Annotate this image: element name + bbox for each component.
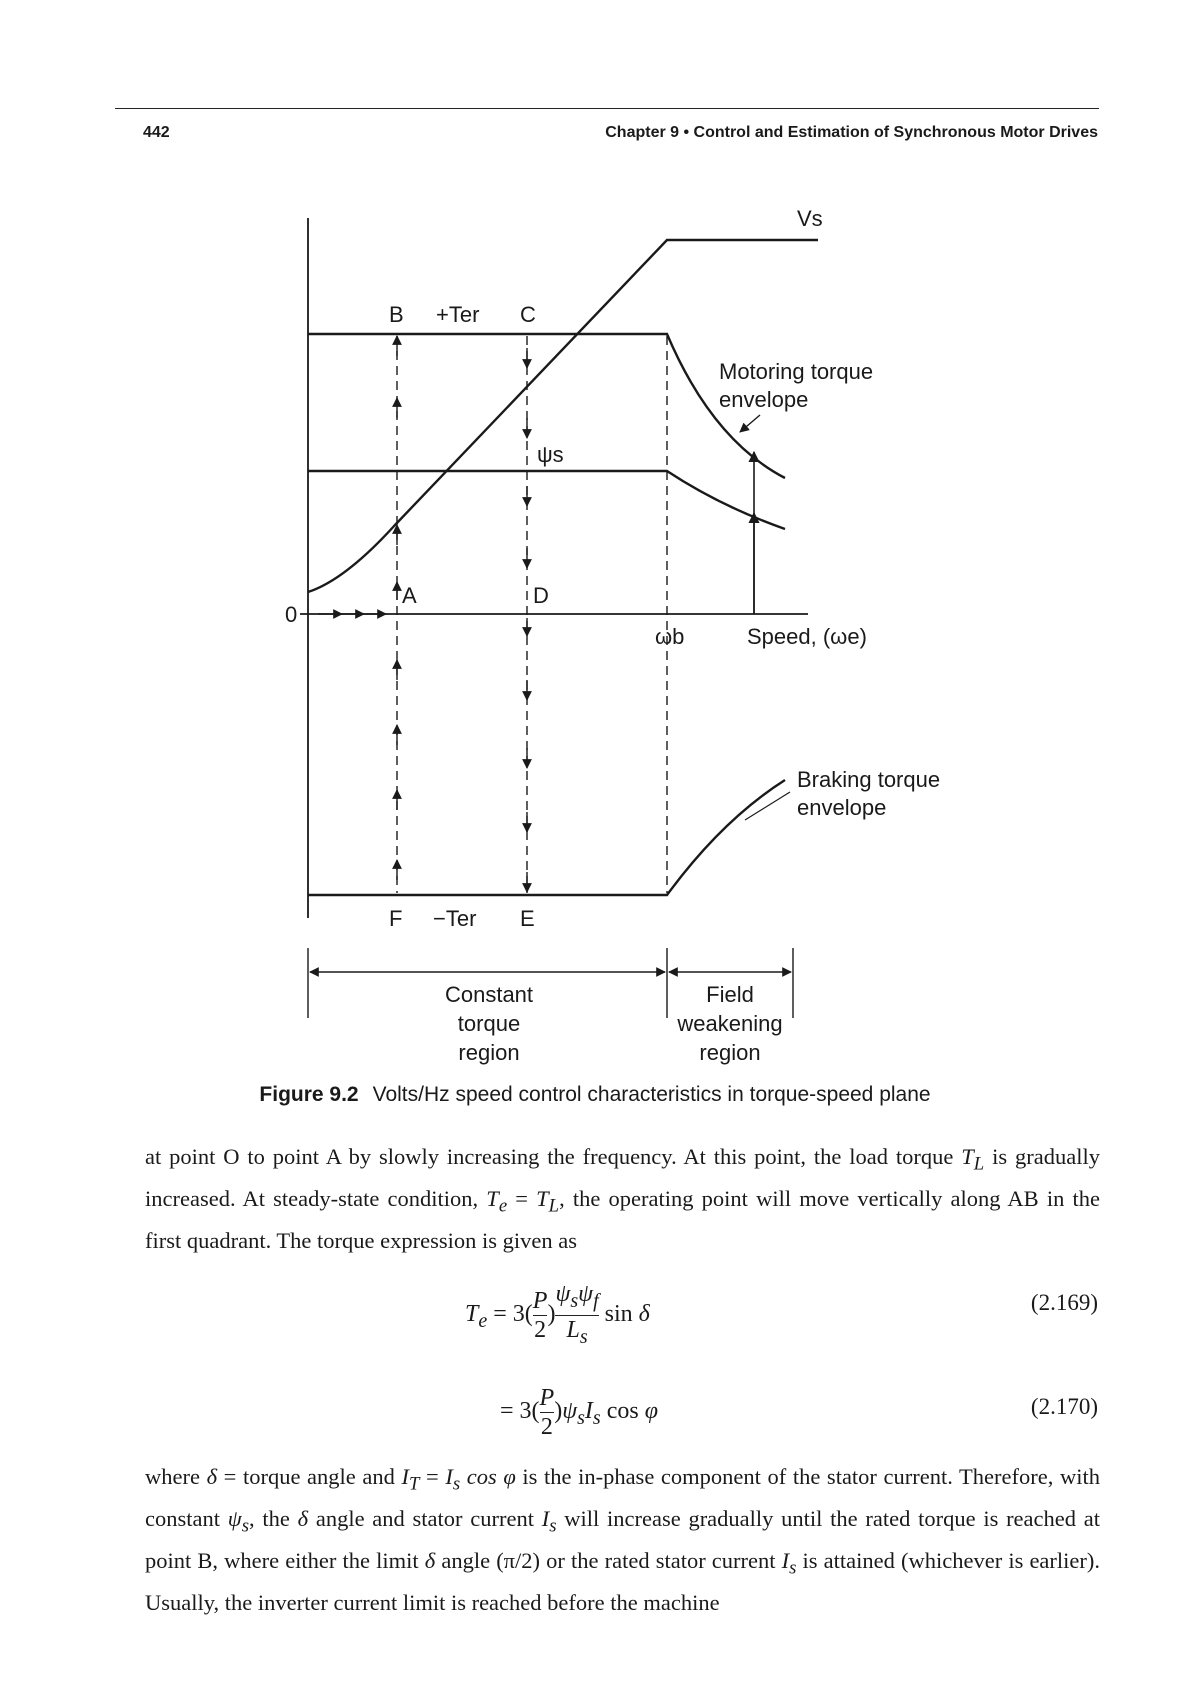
braking-pointer (745, 792, 790, 820)
label-vs: Vs (797, 206, 823, 231)
voltage-curve (308, 240, 818, 592)
label-e: E (520, 906, 535, 931)
figure-caption-label: Figure 9.2 (259, 1083, 359, 1106)
label-constant-1: Constant (444, 982, 534, 1007)
label-constant-2: torque (457, 1011, 521, 1036)
flux-line (308, 471, 785, 529)
label-ter-pos: +Ter (436, 302, 480, 327)
label-b: B (389, 302, 404, 327)
figure-caption (0, 1083, 1190, 1107)
label-motoring-1: Motoring torque (719, 359, 874, 384)
running-title: Chapter 9 • Control and Estimation of Synchronous Motor Drives (605, 124, 1098, 141)
negative-torque-limit (308, 780, 785, 895)
label-d: D (533, 583, 549, 608)
label-field-3: region (699, 1040, 761, 1065)
motoring-pointer (740, 415, 760, 432)
page-number: 442 (143, 124, 170, 141)
label-field-2: weakening (677, 1011, 783, 1036)
label-braking-2: envelope (797, 795, 887, 820)
label-motoring-2: envelope (719, 387, 809, 412)
paragraph-1: at point O to point A by slowly increasing the frequency. At this point, the load torque $T_L$ is gradually increased. At steady-state condition, $T_e = T_L$, the operating point will move vertically along AB in the first quadrant. The torque expression is given as (145, 1144, 1100, 1253)
label-a: A (402, 583, 417, 608)
label-constant-3: region (458, 1040, 520, 1065)
equation-number-2: (2.170) (1030, 1394, 1098, 1419)
label-speed: Speed, (ωe) (747, 624, 867, 649)
equation-number-1: (2.169) (1030, 1290, 1098, 1315)
paragraph-2: where δ = torque angle and $I_T = I_s$ cos φ is the in-phase component of the stator current. Therefore, with constant $\psi_s$, the δ angle and stator current $I_s$ will increase gradually until the rated torque is reached at point B, where either the limit δ angle (π/2) or the rated stator current $I_s$ is attained (whichever is earlier). Usually, the inverter current limit is reached before the machine (145, 1464, 1101, 1615)
label-braking-1: Braking torque (797, 767, 941, 792)
label-psi-s: ψs (537, 442, 564, 467)
figure-caption-text: Volts/Hz speed control characteristics in torque-speed plane (372, 1083, 931, 1106)
label-omega-b: ωb (655, 624, 685, 649)
equation-2-170: = 3( $\frac{P}{2}$ )$\psi_sI_s$ cos φ (2.170) (500, 1385, 1098, 1440)
equation-2-169: $T_e = 3$( $\frac{P}{2}$ ) $\frac{\psi_s\psi_f}{L_s}$ sin δ (2.169) (0, 1268, 1190, 1348)
label-c: C (520, 302, 536, 327)
label-f: F (389, 906, 403, 931)
label-origin: 0 (285, 602, 298, 627)
label-ter-neg: −Ter (433, 906, 477, 931)
label-field-1: Field (706, 982, 754, 1007)
